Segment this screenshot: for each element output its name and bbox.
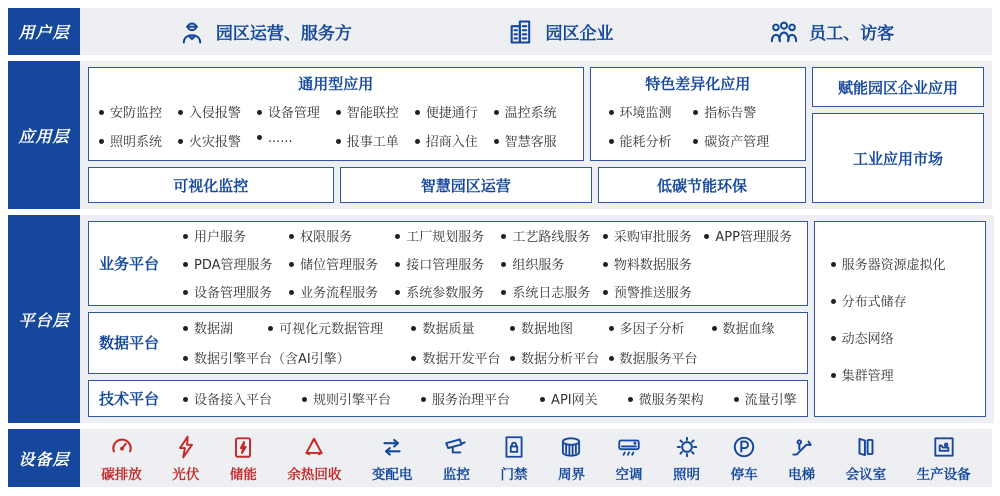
visual-monitoring-box: 可视化监控 <box>88 167 334 203</box>
list-item: 工艺路线服务 <box>501 226 603 245</box>
list-item: 数据开发平台 <box>411 348 510 367</box>
device-item-label: 电梯 <box>788 466 816 483</box>
recycle-icon <box>301 434 327 460</box>
list-item: 报事工单 <box>336 131 415 150</box>
list-item: PDA管理服务 <box>183 254 289 273</box>
list-item: 物料数据服务 <box>603 254 705 273</box>
list-item: APP管理服务 <box>704 226 796 245</box>
worker-icon <box>178 18 206 46</box>
device-item-label: 照明 <box>673 466 701 483</box>
list-item: API网关 <box>540 389 598 408</box>
machine-icon <box>931 434 957 460</box>
battery-icon <box>230 434 256 460</box>
user-group-enterprises <box>507 18 613 46</box>
list-item: 接口管理服务 <box>395 254 501 273</box>
list-item: 组织服务 <box>501 254 603 273</box>
people-icon <box>769 18 799 46</box>
list-item: 数据湖 <box>183 318 268 337</box>
device-item-label: 碳排放 <box>101 466 142 483</box>
list-item: 安防监控 <box>99 102 178 121</box>
device-item-meeting-room <box>846 434 887 483</box>
user-group-label: 园区企业 <box>545 24 614 44</box>
list-item: 系统参数服务 <box>395 282 501 301</box>
perimeter-icon <box>558 434 584 460</box>
list-item: 数据血缘 <box>712 318 797 337</box>
list-item: 环境监测 <box>609 102 694 121</box>
list-item: 多因子分析 <box>609 318 712 337</box>
door-lock-icon <box>501 434 527 460</box>
device-layer-content <box>80 429 992 487</box>
user-group-operators <box>178 18 352 46</box>
device-item-label: 余热回收 <box>287 466 342 483</box>
air-conditioner-icon <box>616 434 642 460</box>
list-item: 数据服务平台 <box>609 348 712 367</box>
tech-platform-list <box>183 389 797 408</box>
device-item-parking <box>731 434 758 483</box>
list-item: 用户服务 <box>183 226 289 245</box>
device-item-cctv <box>443 434 470 483</box>
device-item-label: 停车 <box>730 466 758 483</box>
device-item-label: 门禁 <box>500 466 528 483</box>
device-item-label: 生产设备 <box>916 466 971 483</box>
app-layer-left <box>88 67 806 203</box>
list-item: 指标告警 <box>693 102 795 121</box>
device-item-pv <box>172 434 199 483</box>
list-item: 设备接入平台 <box>183 389 272 408</box>
list-item: 业务流程服务 <box>289 282 395 301</box>
tech-platform-title: 技术平台 <box>99 389 160 408</box>
device-item-label: 变配电 <box>371 466 413 483</box>
device-item-carbon <box>101 434 142 483</box>
cctv-icon <box>443 434 469 460</box>
user-layer-label: 用户层 <box>8 8 80 55</box>
device-item-heat-recovery <box>287 434 341 483</box>
list-item: 集群管理 <box>831 365 985 384</box>
device-item-power-distribution <box>372 434 413 483</box>
infrastructure-box <box>814 221 986 417</box>
list-item: 可视化元数据管理 <box>268 318 411 337</box>
lightning-icon <box>173 434 199 460</box>
tech-platform-box <box>88 380 808 417</box>
list-item: 流量引擎 <box>734 389 797 408</box>
device-item-ac <box>616 434 643 483</box>
list-item: 智能联控 <box>336 102 415 121</box>
list-item: 数据引擎平台（含AI引擎） <box>183 348 411 367</box>
app-layer-content <box>80 61 992 209</box>
app-layer-right <box>812 67 984 203</box>
user-layer-row <box>8 8 992 55</box>
device-item-lighting <box>673 434 700 483</box>
list-item: 便捷通行 <box>415 102 494 121</box>
device-layer-row <box>8 429 992 487</box>
parking-icon <box>731 434 757 460</box>
list-item: 温控系统 <box>494 102 573 121</box>
device-item-storage <box>230 434 257 483</box>
business-platform-list <box>183 226 797 301</box>
building-icon <box>507 18 535 46</box>
list-item: 设备管理服务 <box>183 282 289 301</box>
device-item-label: 监控 <box>442 466 470 483</box>
device-item-label: 空调 <box>615 466 643 483</box>
user-group-label: 员工、访客 <box>809 24 895 44</box>
special-applications-box <box>590 67 806 161</box>
list-item: ...... <box>257 131 336 150</box>
transfer-arrows-icon <box>379 434 405 460</box>
general-applications-box <box>88 67 584 161</box>
general-applications-title: 通用型应用 <box>298 75 374 93</box>
list-item: 服务治理平台 <box>421 389 510 408</box>
business-platform-title: 业务平台 <box>99 255 160 273</box>
special-applications-title: 特色差异化应用 <box>645 75 751 93</box>
list-item: 预警推送服务 <box>603 282 705 301</box>
list-item: 能耗分析 <box>609 131 694 150</box>
general-applications-list <box>99 98 573 154</box>
list-item: 权限服务 <box>289 226 395 245</box>
list-item: 工厂规划服务 <box>395 226 501 245</box>
device-item-label: 储能 <box>229 466 257 483</box>
empower-enterprise-apps-box: 赋能园区企业应用 <box>812 67 984 107</box>
list-item: 火灾报警 <box>178 131 257 150</box>
list-item: 分布式储存 <box>831 291 985 310</box>
device-layer-label: 设备层 <box>8 429 80 487</box>
list-item: 数据分析平台 <box>510 348 609 367</box>
list-item: 储位管理服务 <box>289 254 395 273</box>
device-item-perimeter <box>558 434 585 483</box>
gauge-icon <box>109 434 135 460</box>
data-platform-box <box>88 312 808 374</box>
platform-layer-label: 平台层 <box>8 215 80 423</box>
list-item: 设备管理 <box>257 102 336 121</box>
meeting-room-icon <box>853 434 879 460</box>
industrial-app-market-box: 工业应用市场 <box>812 113 984 203</box>
low-carbon-box: 低碳节能环保 <box>598 167 806 203</box>
device-item-label: 周界 <box>557 466 585 483</box>
list-item: 系统日志服务 <box>501 282 603 301</box>
app-layer-label: 应用层 <box>8 61 80 209</box>
device-item-elevator <box>788 434 815 483</box>
escalator-icon <box>789 434 815 460</box>
user-group-label: 园区运营、服务方 <box>215 24 352 44</box>
smart-park-operation-box: 智慧园区运营 <box>340 167 592 203</box>
device-item-label: 会议室 <box>845 466 887 483</box>
platform-layer-content <box>80 215 994 423</box>
list-item: 服务器资源虚拟化 <box>831 254 985 273</box>
list-item: 动态网络 <box>831 328 985 347</box>
data-platform-list <box>183 318 797 367</box>
device-item-access-control <box>500 434 527 483</box>
app-layer-row <box>8 61 992 209</box>
list-item: 智慧客服 <box>494 131 573 150</box>
user-group-staff-visitors <box>769 18 894 46</box>
list-item: 数据质量 <box>411 318 510 337</box>
list-item: 碳资产管理 <box>693 131 795 150</box>
list-item: 规则引擎平台 <box>302 389 391 408</box>
business-platform-box <box>88 221 808 306</box>
user-layer-content <box>80 8 992 55</box>
list-item: 照明系统 <box>99 131 178 150</box>
device-item-production-equipment <box>917 434 971 483</box>
data-platform-title: 数据平台 <box>99 334 160 353</box>
bulb-icon <box>674 434 700 460</box>
list-item: 采购审批服务 <box>603 226 705 245</box>
device-item-label: 光伏 <box>172 466 200 483</box>
list-item: 数据地图 <box>510 318 609 337</box>
platform-layer-row <box>8 215 992 423</box>
platform-layer-left <box>88 221 808 417</box>
list-item: 招商入住 <box>415 131 494 150</box>
special-applications-list <box>601 98 795 154</box>
list-item: 入侵报警 <box>178 102 257 121</box>
list-item: 微服务架构 <box>628 389 704 408</box>
